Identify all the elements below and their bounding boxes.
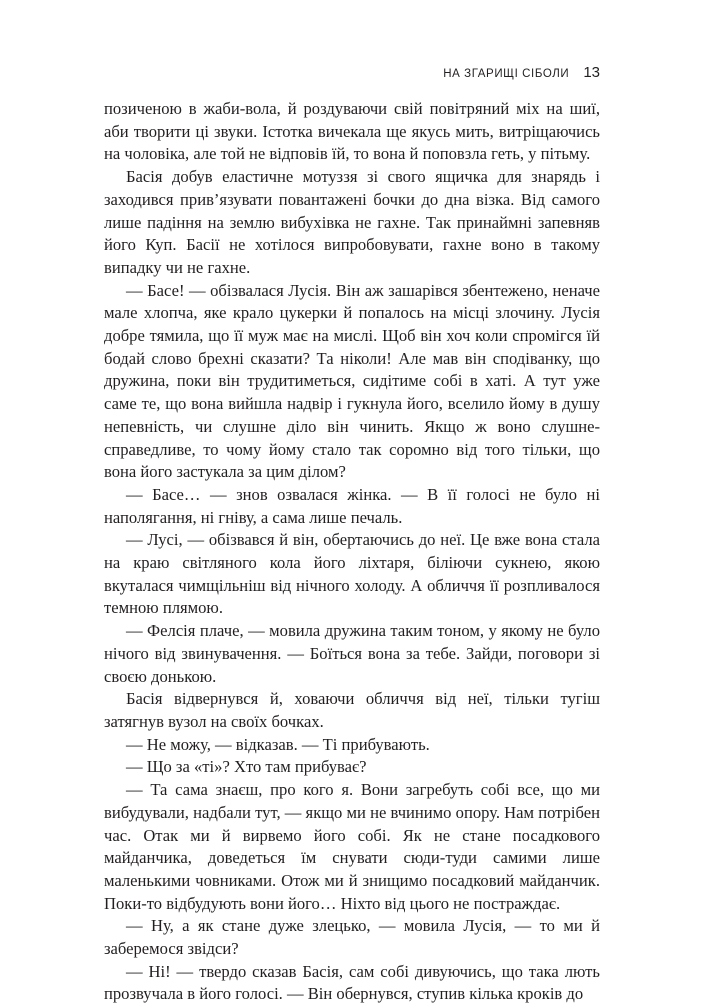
- page-number: 13: [583, 64, 600, 81]
- paragraph: Басія добув еластичне мотуззя зі свого ящичка для знарядь і заходився прив’язувати повантажені бочки до дна візка. Від самого лише падіння на землю вибухівка не гахне. Так принаймні запевняв його Куп. Басії не хотілося випробовувати, гахне воно в такому випадку чи не гахне.: [104, 167, 600, 277]
- paragraph: — Фелсія плаче, — мовила дружина таким тоном, у якому не було нічого від звинувачення. — Боїться вона за тебе. Зайди, поговори зі своєю донькою.: [104, 621, 600, 686]
- paragraph: — Басе! — обізвалася Лусія. Він аж зашарівся збентежено, неначе мале хлопча, яке крало цукерки й попалось на місці злочину. Лусія добре тямила, що її муж має на мислі. Щоб він хоч коли спромігся їй бодай слово брехні сказати? Та ніколи! Але мав він сподіванку, що дружина, поки він трудитиметься, сидітиме собі в хаті. А тут уже саме те, що вона вийшла надвір і гукнула його, вселило йому в душу непевність, чи слушне діло він чинить. Якщо ж воно слушне-справедливе, то чому йому стало так соромно від того тільки, що вона його застукала за цим ділом?: [104, 280, 600, 482]
- paragraph: — Ну, а як стане дуже злецько, — мовила Лусія, — то ми й заберемося звідси?: [104, 916, 600, 959]
- body-text: [104, 98, 600, 1006]
- paragraph: — Ні! — твердо сказав Басія, сам собі дивуючись, що така лють прозвучала в його голосі. — Він обернувся, ступив кілька кроків до: [104, 961, 600, 1004]
- paragraph: — Лусі, — обізвався й він, обертаючись до неї. Це вже вона стала на краю світляного кола його ліхтаря, біліючи сукнею, якою вкуталася чимщільніш від нічного холоду. А обличчя її розпливалося темною плямою.: [104, 530, 600, 618]
- paragraph: позиченою в жаби-вола, й роздуваючи свій повітряний міх на шиї, аби творити ці звуки. Істотка вичекала ще якусь мить, витріщаючись на чоловіка, але той не відповів їй, то вона й поповзла геть, у пітьму.: [104, 99, 600, 164]
- paragraph: Басія відвернувся й, ховаючи обличчя від неї, тільки тугіш затягнув вузол на своїх бочках.: [104, 689, 600, 731]
- paragraph: — Не можу, — відказав. — Ті прибувають.: [126, 734, 430, 754]
- running-head: [104, 64, 600, 82]
- paragraph: — Басе… — знов озвалася жінка. — В її голосі не було ні наполягання, ні гніву, а сама лише печаль.: [104, 484, 600, 527]
- paragraph: — Та сама знаєш, про кого я. Вони загребуть собі все, що ми вибудували, надбали тут, — якщо ми не вчинимо опору. Нам потрібен час. Отак ми й вирвемо його собі. Як не стане посадкового майданчика, доведеться їм снувати сюди-туди самими лише маленькими човниками. Отож ми й знищимо посадковий майданчик. Поки-то відбудують вони його… Ніхто від цього не постраждає.: [104, 780, 600, 913]
- paragraph: — Що за «ті»? Хто там прибуває?: [126, 757, 367, 777]
- running-title: НА ЗГАРИЩІ СІБОЛИ: [443, 68, 570, 80]
